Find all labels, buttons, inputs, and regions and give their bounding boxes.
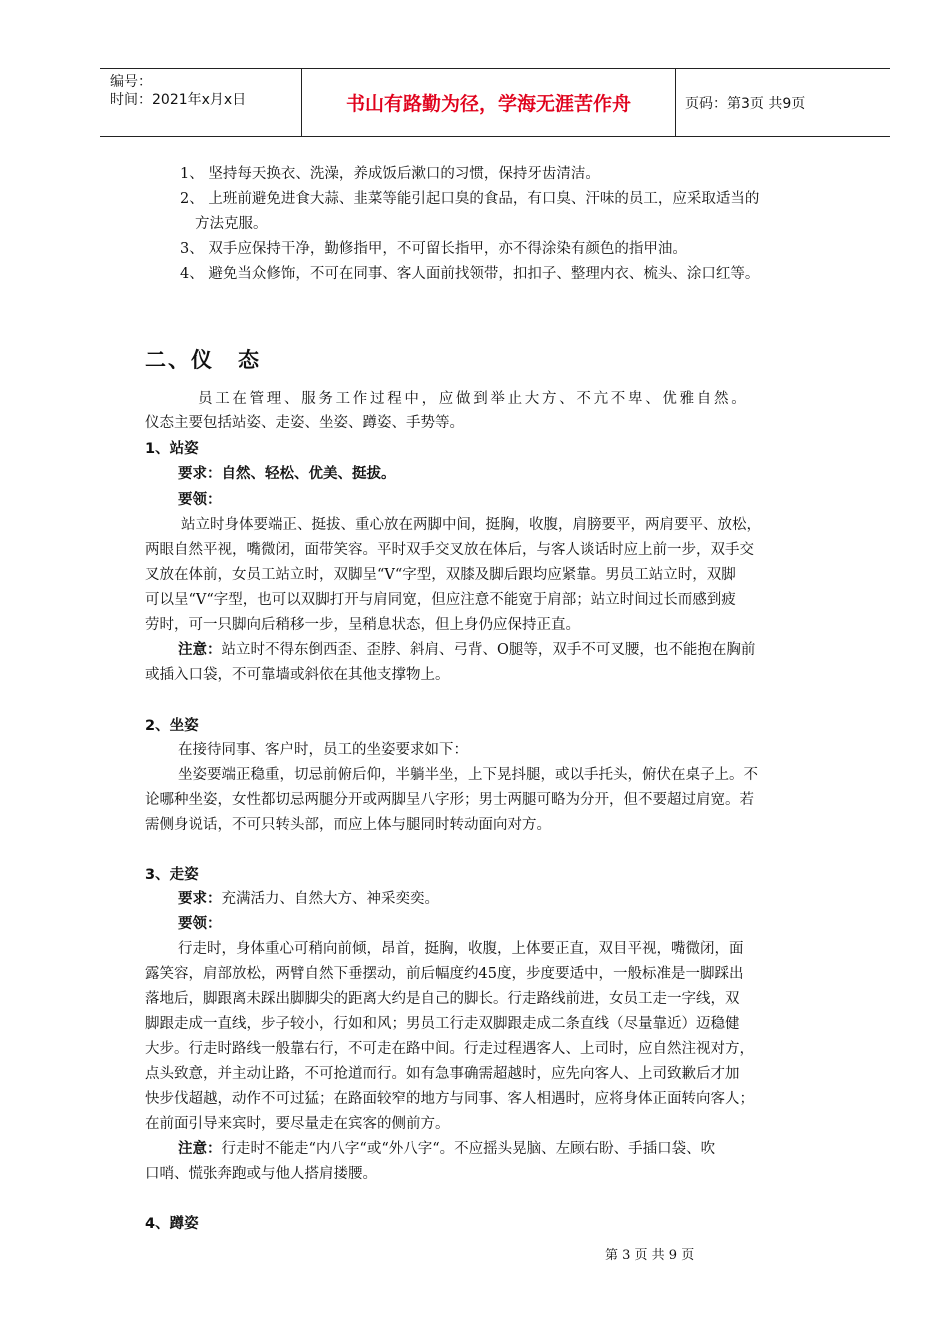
standing-points-label: 要领： bbox=[178, 492, 222, 508]
list-item: 2、 上班前避免进食大蒜、韭菜等能引起口臭的食品，有口臭、汗味的员工，应采取适当的 bbox=[180, 191, 760, 207]
paragraph-line: 劳时，可一只脚向后稍移一步，呈稍息状态，但上身仍应保持正直。 bbox=[145, 617, 580, 633]
page-header bbox=[100, 68, 890, 137]
note-line: 口哨、慌张奔跑或与他人搭肩搂腰。 bbox=[145, 1166, 377, 1182]
header-slogan: 书山有路勤为径，学海无涯苦作舟 bbox=[302, 69, 676, 136]
paragraph-line: 需侧身说话，不可只转头部，而应上体与腿同时转动面向对方。 bbox=[145, 817, 551, 833]
list-item: 1、 坚持每天换衣、洗澡，养成饭后漱口的习惯，保持牙齿清洁。 bbox=[180, 166, 600, 182]
subheading-sitting: 2、坐姿 bbox=[145, 718, 199, 734]
document-number-label: 编号： bbox=[110, 74, 152, 90]
paragraph-line: 叉放在体前，女员工站立时，双脚呈“V“字型，双膝及脚后跟均应紧靠。男员工站立时，双脚 bbox=[145, 567, 736, 583]
header-meta bbox=[100, 69, 302, 136]
intro-paragraph-line: 员工在管理、服务工作过程中，应做到举止大方、不亢不卑、优雅自然。 bbox=[198, 391, 749, 407]
paragraph-line: 点头致意，并主动让路，不可抢道而行。如有急事确需超越时，应先向客人、上司致歉后才加 bbox=[145, 1066, 740, 1082]
subheading-squatting: 4、蹲姿 bbox=[145, 1216, 199, 1232]
document-time: 时间：2021年x月x日 bbox=[110, 92, 247, 108]
section-heading-demeanor: 二、仪 态 bbox=[145, 348, 261, 372]
page-footer: 第 3 页 共 9 页 bbox=[605, 1248, 695, 1263]
subheading-walking: 3、走姿 bbox=[145, 867, 199, 883]
note-line: 或插入口袋，不可靠墙或斜依在其他支撑物上。 bbox=[145, 667, 450, 683]
note-line: 注意：站立时不得东倒西歪、歪脖、斜肩、弓背、O腿等，双手不可叉腰，也不能抱在胸前 bbox=[178, 642, 756, 658]
paragraph-line: 两眼自然平视，嘴微闭，面带笑容。平时双手交叉放在体后，与客人谈话时应上前一步，双手交 bbox=[145, 542, 754, 558]
paragraph-line: 可以呈“V“字型，也可以双脚打开与肩同宽，但应注意不能宽于肩部；站立时间过长而感到疲 bbox=[145, 592, 736, 608]
paragraph-line: 落地后，脚跟离未踩出脚脚尖的距离大约是自己的脚长。行走路线前进，女员工走一字线，双 bbox=[145, 991, 740, 1007]
walking-requirement: 要求：充满活力、自然大方、神采奕奕。 bbox=[178, 891, 439, 907]
walking-points-label: 要领： bbox=[178, 916, 222, 932]
standing-requirement: 要求：自然、轻松、优美、挺拔。 bbox=[178, 466, 396, 482]
header-page-code: 页码：第3页 共9页 bbox=[685, 95, 806, 112]
paragraph-line: 论哪种坐姿，女性都切忌两腿分开或两脚呈八字形；男士两腿可略为分开，但不要超过肩宽。若 bbox=[145, 792, 754, 808]
paragraph-line: 在前面引导来宾时，要尽量走在宾客的侧前方。 bbox=[145, 1116, 450, 1132]
paragraph-line: 行走时，身体重心可稍向前倾，昂首，挺胸，收腹，上体要正直，双目平视，嘴微闭，面 bbox=[178, 941, 744, 957]
note-line: 注意：行走时不能走“内八字“或“外八字“。不应摇头晃脑、左顾右盼、手插口袋、吹 bbox=[178, 1141, 716, 1157]
paragraph-line: 脚跟走成一直线，步子较小，行如和风；男员工行走双脚跟走成二条直线（尽量靠近）迈稳健 bbox=[145, 1016, 740, 1032]
list-item-continuation: 方法克服。 bbox=[195, 216, 268, 232]
list-item: 4、 避免当众修饰，不可在同事、客人面前找领带，扣扣子、整理内衣、梳头、涂口红等。 bbox=[180, 266, 760, 282]
paragraph-line: 坐姿要端正稳重，切忌前俯后仰，半躺半坐，上下晃抖腿，或以手托头，俯伏在桌子上。不 bbox=[178, 767, 758, 783]
subheading-standing: 1、站姿 bbox=[145, 441, 199, 457]
intro-paragraph-line: 仪态主要包括站姿、走姿、坐姿、蹲姿、手势等。 bbox=[145, 415, 464, 431]
paragraph-line: 快步伐超越，动作不可过猛；在路面较窄的地方与同事、客人相遇时，应将身体正面转向客人； bbox=[145, 1091, 754, 1107]
paragraph-line: 站立时身体要端正、挺拔、重心放在两脚中间，挺胸，收腹，肩膀要平，两肩要平、放松， bbox=[181, 517, 761, 533]
paragraph-line: 在接待同事、客户时，员工的坐姿要求如下： bbox=[178, 742, 468, 758]
list-item: 3、 双手应保持干净，勤修指甲，不可留长指甲，亦不得涂染有颜色的指甲油。 bbox=[180, 241, 687, 257]
paragraph-line: 露笑容，肩部放松，两臂自然下垂摆动，前后幅度约45度，步度要适中，一般标准是一脚踩出 bbox=[145, 966, 744, 982]
paragraph-line: 大步。行走时路线一般靠右行，不可走在路中间。行走过程遇客人、上司时，应自然注视对方， bbox=[145, 1041, 754, 1057]
